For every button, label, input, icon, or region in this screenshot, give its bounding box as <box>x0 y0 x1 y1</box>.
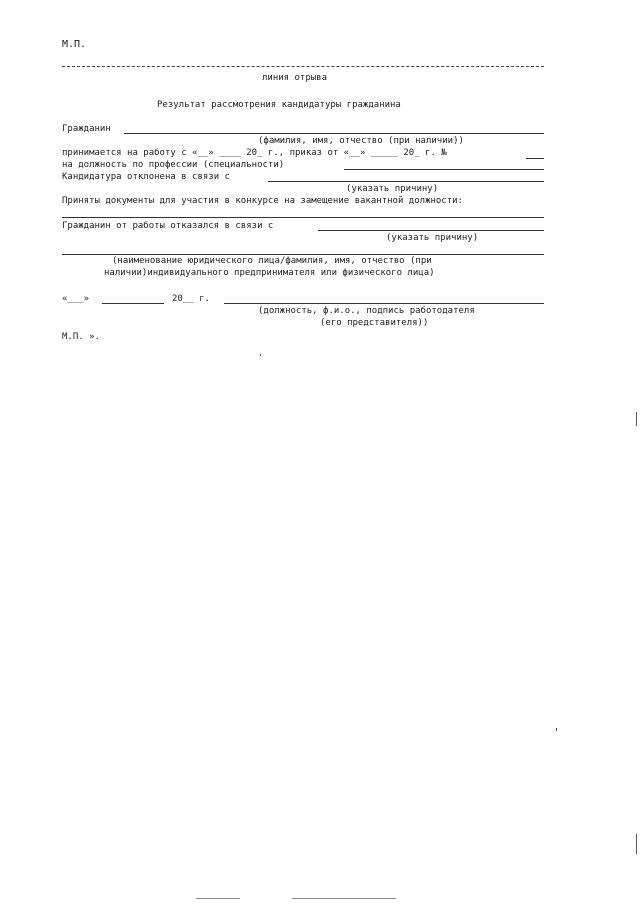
scan-mark <box>196 898 240 899</box>
tear-line <box>62 66 544 67</box>
scan-mark <box>636 834 637 854</box>
section-title: Результат рассмотрения кандидатуры гражданина <box>157 100 401 110</box>
scan-mark <box>260 354 261 356</box>
citizen-caption: (фамилия, имя, отчество (при наличии)) <box>258 136 464 146</box>
rejected-reason-line <box>268 181 544 182</box>
position-line <box>344 169 544 170</box>
refused-label: Гражданин от работы отказался в связи с <box>62 221 274 231</box>
order-number-line <box>526 158 544 159</box>
signature-line <box>224 303 544 304</box>
rejected-label: Кандидатура отклонена в связи с <box>62 172 230 182</box>
scan-mark <box>556 728 557 731</box>
documents-line <box>62 217 544 218</box>
refused-reason-line <box>318 230 544 231</box>
employer-caption-1: (наименование юридического лица/фамилия, имя, отчество (при <box>112 256 432 266</box>
position-label: на должность по профессии (специальности) <box>62 160 285 170</box>
date-month-line <box>102 303 164 304</box>
scan-mark <box>636 412 637 426</box>
signature-caption-1: (должность, ф.и.о., подпись работодателя <box>258 306 475 316</box>
stamp-label: М.П. <box>62 39 87 50</box>
employer-caption-2: наличии)индивидуального предпринимателя или физического лица) <box>104 268 435 278</box>
reason-caption-2: (указать причину) <box>386 233 479 243</box>
citizen-name-line <box>124 133 544 134</box>
employer-line <box>62 254 544 255</box>
signature-caption-2: (его представителя)) <box>320 318 429 328</box>
tear-line-label: линия отрыва <box>262 73 328 83</box>
reason-caption-1: (указать причину) <box>346 184 439 194</box>
date-day: «___» <box>62 294 90 304</box>
hired-line: принимается на работу с «__» ____ 20_ г., приказ от «__» _____ 20_ г. № <box>62 148 447 158</box>
scan-mark <box>292 898 396 899</box>
footer-stamp: М.П. ». <box>62 332 100 342</box>
citizen-label: Гражданин <box>62 124 111 134</box>
documents-label: Приняты документы для участия в конкурсе на замещение вакантной должности: <box>62 196 463 206</box>
date-year: 20__ г. <box>172 294 210 304</box>
